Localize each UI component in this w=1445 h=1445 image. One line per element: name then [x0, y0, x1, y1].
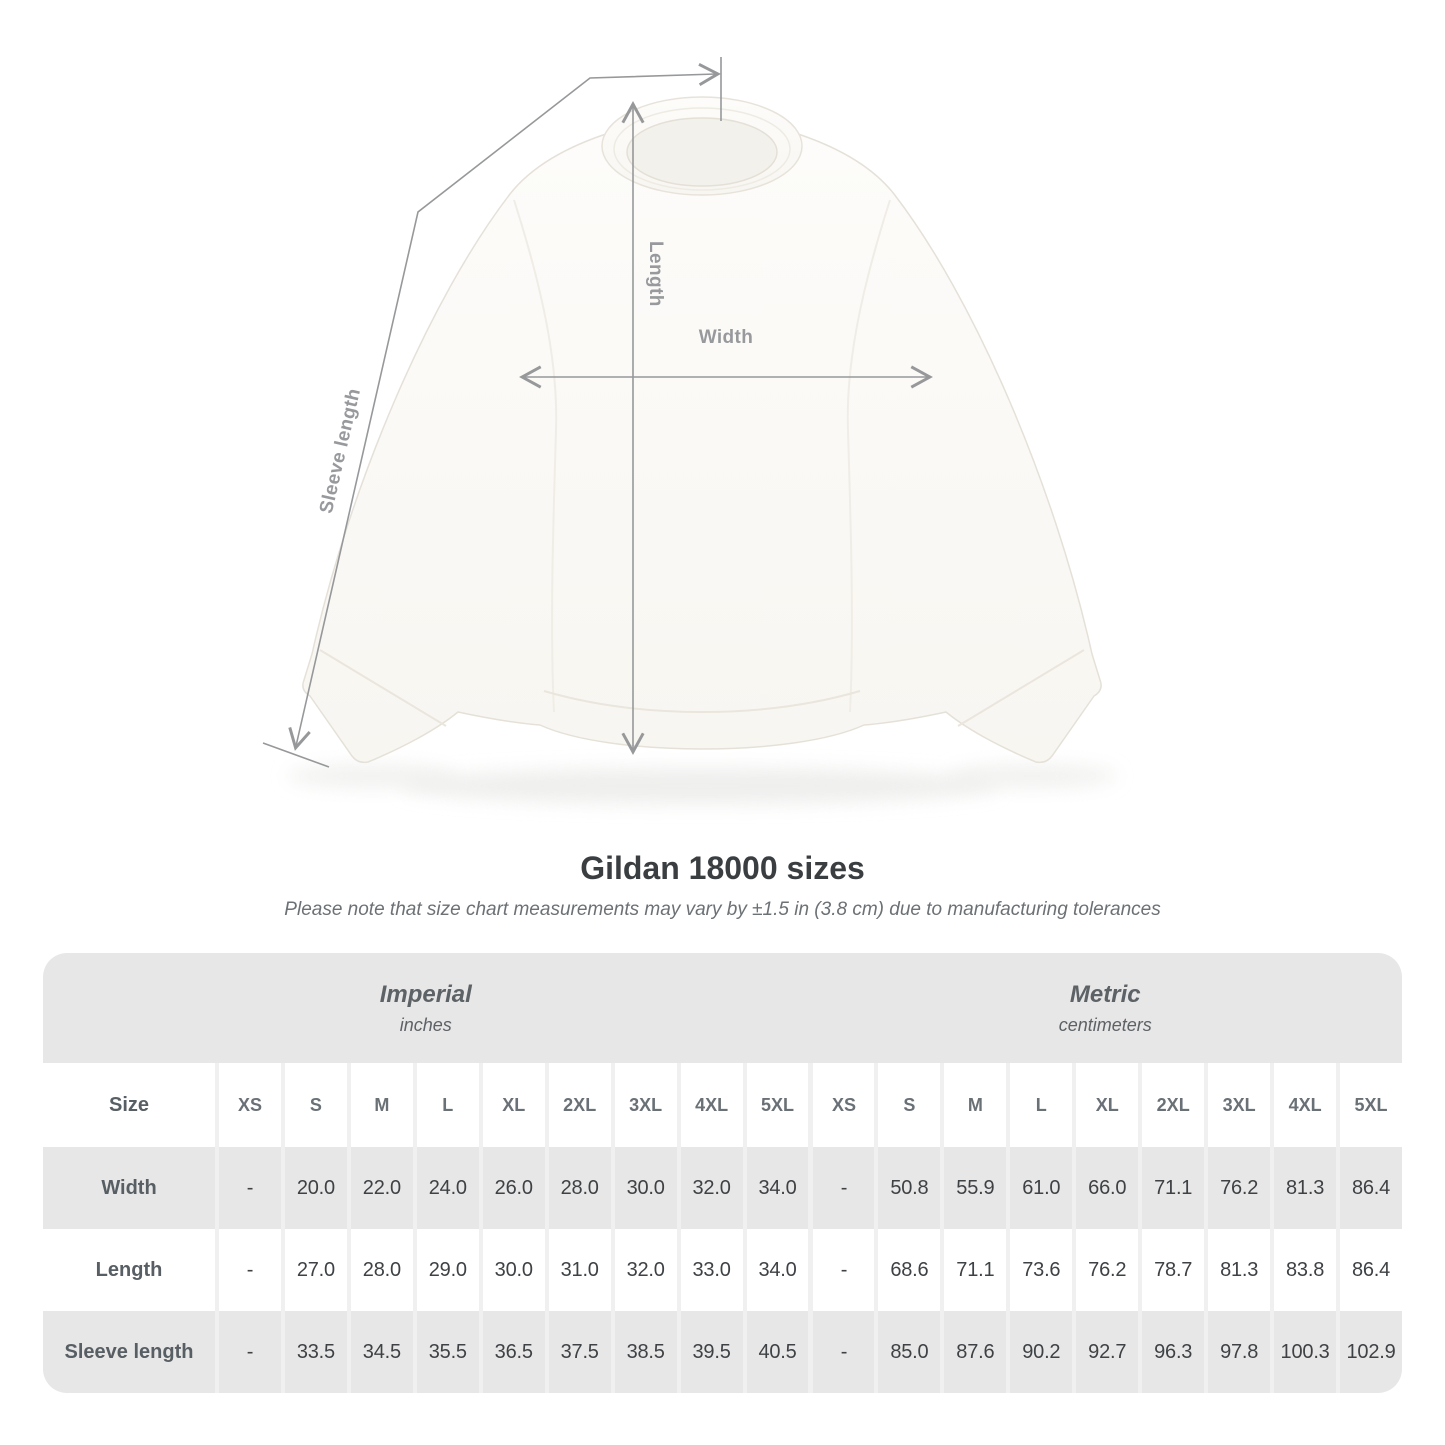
measurement-value: 40.5 [743, 1311, 809, 1393]
measurement-value: 68.6 [874, 1229, 940, 1311]
measurement-value: 102.9 [1336, 1311, 1402, 1393]
measurement-value: 100.3 [1270, 1311, 1336, 1393]
size-col-header: S [281, 1063, 347, 1147]
imperial-title: Imperial [379, 980, 472, 1008]
measurement-value: 26.0 [479, 1147, 545, 1229]
measurement-value: - [215, 1311, 281, 1393]
sleeve-measure-label: Sleeve length [315, 386, 366, 516]
unit-header-band [43, 953, 1402, 1063]
size-col-header: 5XL [1336, 1063, 1402, 1147]
length-measure-label: Length [645, 241, 666, 307]
sweatshirt-body [303, 122, 1101, 762]
measurement-value: 76.2 [1072, 1229, 1138, 1311]
size-col-header: 2XL [1138, 1063, 1204, 1147]
measurement-value: 34.0 [743, 1229, 809, 1311]
measurement-value: 33.5 [281, 1311, 347, 1393]
measurement-value: 71.1 [940, 1229, 1006, 1311]
measurement-value: - [808, 1147, 874, 1229]
page-title: Gildan 18000 sizes [580, 850, 865, 886]
measurement-value: - [808, 1311, 874, 1393]
measurement-value: 20.0 [281, 1147, 347, 1229]
measurement-value: - [215, 1229, 281, 1311]
measurement-value: 32.0 [677, 1147, 743, 1229]
size-col-header: L [1006, 1063, 1072, 1147]
measurement-value: 39.5 [677, 1311, 743, 1393]
metric-header [809, 953, 1403, 1063]
sleeve-length-row-label: Sleeve length [64, 1340, 194, 1363]
measurement-value: 92.7 [1072, 1311, 1138, 1393]
size-col-header: M [347, 1063, 413, 1147]
measurement-value: 50.8 [874, 1147, 940, 1229]
measurement-value: - [808, 1229, 874, 1311]
imperial-header [43, 953, 809, 1063]
length-row-label: Length [95, 1258, 163, 1281]
measurement-value: 85.0 [874, 1311, 940, 1393]
size-row-label: Size [108, 1093, 150, 1116]
measurement-value: 34.5 [347, 1311, 413, 1393]
measurement-value: 24.0 [413, 1147, 479, 1229]
measurement-value: 71.1 [1138, 1147, 1204, 1229]
measurement-value: 96.3 [1138, 1311, 1204, 1393]
measurement-value: 81.3 [1270, 1147, 1336, 1229]
cuff-tick-line [263, 743, 329, 767]
measurement-value: 22.0 [347, 1147, 413, 1229]
size-chart-table [43, 953, 1402, 1393]
measurement-value: 29.0 [413, 1229, 479, 1311]
measurement-value: 90.2 [1006, 1311, 1072, 1393]
measurement-value: 33.0 [677, 1229, 743, 1311]
measurement-value: 83.8 [1270, 1229, 1336, 1311]
measurement-value: - [215, 1147, 281, 1229]
size-header-row [43, 1063, 1402, 1147]
measurement-value: 35.5 [413, 1311, 479, 1393]
measurement-value: 87.6 [940, 1311, 1006, 1393]
measurement-value: 73.6 [1006, 1229, 1072, 1311]
measurement-value: 81.3 [1204, 1229, 1270, 1311]
measurement-value: 66.0 [1072, 1147, 1138, 1229]
measurement-value: 78.7 [1138, 1229, 1204, 1311]
width-measure-label: Width [698, 327, 754, 348]
size-col-header: XL [1072, 1063, 1138, 1147]
table-row-width [43, 1147, 1402, 1229]
measurement-value: 36.5 [479, 1311, 545, 1393]
tolerance-note: Please note that size chart measurements may vary by ±1.5 in (3.8 cm) due to manufacturing tolerances [284, 899, 1161, 920]
measurement-value: 76.2 [1204, 1147, 1270, 1229]
size-col-header: XS [215, 1063, 281, 1147]
measurement-value: 30.0 [479, 1229, 545, 1311]
measurement-value: 31.0 [545, 1229, 611, 1311]
measurement-value: 32.0 [611, 1229, 677, 1311]
measurement-value: 28.0 [545, 1147, 611, 1229]
measurement-value: 86.4 [1336, 1229, 1402, 1311]
size-col-header: XL [479, 1063, 545, 1147]
size-col-header: XS [808, 1063, 874, 1147]
size-col-header: 3XL [1204, 1063, 1270, 1147]
sweatshirt-collar [602, 97, 802, 195]
measurement-value: 86.4 [1336, 1147, 1402, 1229]
size-col-header: 4XL [1270, 1063, 1336, 1147]
measurement-value: 28.0 [347, 1229, 413, 1311]
measurement-value: 27.0 [281, 1229, 347, 1311]
metric-unit: centimeters [1058, 1014, 1152, 1035]
measurement-value: 38.5 [611, 1311, 677, 1393]
table-row-length [43, 1229, 1402, 1311]
size-col-header: 2XL [545, 1063, 611, 1147]
size-col-header: 3XL [611, 1063, 677, 1147]
measurement-value: 55.9 [940, 1147, 1006, 1229]
garment-shadow [287, 764, 1117, 804]
width-row-label: Width [101, 1176, 157, 1199]
table-row-sleeve-length [43, 1311, 1402, 1393]
measurement-value: 37.5 [545, 1311, 611, 1393]
imperial-unit: inches [399, 1014, 452, 1035]
measurement-value: 97.8 [1204, 1311, 1270, 1393]
size-col-header: S [874, 1063, 940, 1147]
size-col-header: M [940, 1063, 1006, 1147]
size-col-header: L [413, 1063, 479, 1147]
metric-title: Metric [1069, 980, 1141, 1008]
measurement-value: 61.0 [1006, 1147, 1072, 1229]
measurement-value: 30.0 [611, 1147, 677, 1229]
measurement-value: 34.0 [743, 1147, 809, 1229]
size-col-header: 4XL [677, 1063, 743, 1147]
size-col-header: 5XL [743, 1063, 809, 1147]
